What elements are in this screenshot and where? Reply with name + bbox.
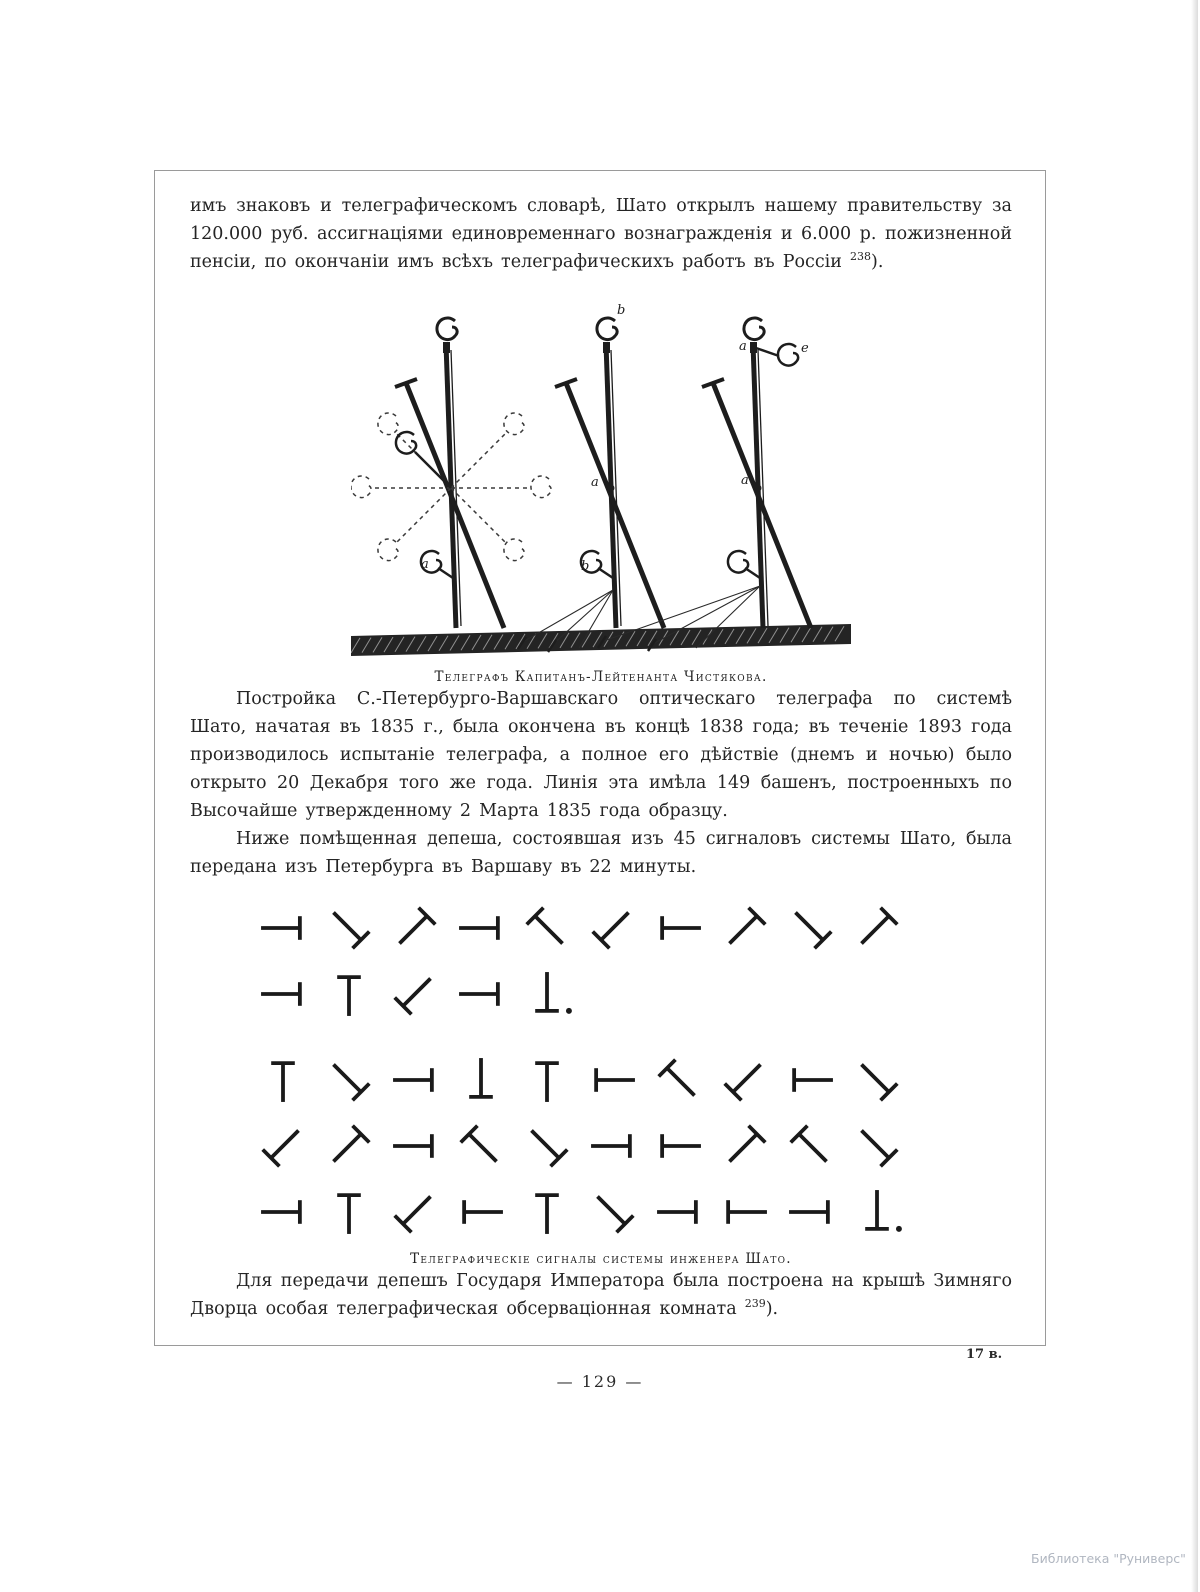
telegraph-signal xyxy=(652,1053,706,1107)
paragraph-winter-palace-text: Для передачи депешъ Государя Императора была построена на крышѣ Зимняго Дворца особая телеграфическая обсерваціонная комната xyxy=(190,1271,1012,1319)
footnote-ref-239-close: ). xyxy=(765,1299,779,1319)
telegraph-signal xyxy=(322,1053,376,1107)
right-tower-top-arm xyxy=(756,344,798,366)
telegraph-signal xyxy=(454,967,508,1021)
telegraph-signal xyxy=(322,1119,376,1173)
paragraph-winter-palace xyxy=(190,1267,1012,1323)
telegraph-signal xyxy=(850,1185,904,1239)
signal-row xyxy=(256,1185,1012,1239)
paragraph-intro-text: имъ знаковъ и телеграфическомъ словарѣ, Шато открылъ нашему правительству за 120.000 руб. ассигнаціями единовременнаго вознагражденія и 6.000 р. пожизненной пенсіи, по окончаніи имъ всѣхъ телеграфическихъ работъ въ Россіи xyxy=(190,196,1012,272)
telegraph-apparatus-illustration xyxy=(351,298,851,663)
telegraph-signal xyxy=(718,1119,772,1173)
label-e-right-top: e xyxy=(801,341,809,356)
telegraph-signal xyxy=(388,901,442,955)
telegraph-signal xyxy=(454,1185,508,1239)
paragraph-construction: Постройка С.-Петербурго-Варшавскаго оптическаго телеграфа по системѣ Шато, начатая въ 1835 г., была окончена въ концѣ 1838 года; въ теченіе 1893 года производилось испытаніе телеграфа, а полное его дѣйствіе (днемъ и ночью) было открыто 20 Декабря того же года. Линія эта имѣла 149 башенъ, построенныхъ по Высочайше утвержденному 2 Марта 1835 года образцу. xyxy=(190,689,1012,821)
telegraph-signal xyxy=(256,1053,310,1107)
page-content xyxy=(190,192,1012,1323)
telegraph-signal xyxy=(652,1185,706,1239)
ground xyxy=(351,624,851,656)
figure2-caption: Телеграфическіе сигналы системы инженера Шато. xyxy=(410,1251,792,1267)
label-a-mid: a xyxy=(591,475,599,490)
telegraph-signal xyxy=(520,967,574,1021)
telegraph-signal xyxy=(256,1119,310,1173)
telegraph-signal xyxy=(520,1185,574,1239)
telegraph-signal xyxy=(520,1053,574,1107)
telegraph-signal xyxy=(454,1053,508,1107)
label-b-low: b xyxy=(581,559,590,574)
telegraph-signal xyxy=(652,901,706,955)
telegraph-apparatus-figure xyxy=(190,298,1012,685)
footnote-ref-238: 238 xyxy=(850,250,871,264)
paragraph-intro xyxy=(190,192,1012,276)
figure1-caption: Телеграфъ Капитанъ-Лейтенанта Чистякова. xyxy=(434,669,768,685)
telegraph-signal xyxy=(718,1185,772,1239)
page-number: — 129 — xyxy=(556,1372,644,1391)
telegraph-signal xyxy=(586,1119,640,1173)
label-a-right-mid: a xyxy=(741,473,749,488)
telegraph-signal xyxy=(388,967,442,1021)
telegraph-signal xyxy=(454,901,508,955)
telegraph-signal xyxy=(388,1053,442,1107)
telegraph-signal xyxy=(388,1185,442,1239)
telegraph-signal xyxy=(718,901,772,955)
telegraph-signal xyxy=(586,1053,640,1107)
signature-mark: 17 в. xyxy=(966,1347,1003,1362)
telegraph-signal xyxy=(784,901,838,955)
telegraph-signal xyxy=(586,901,640,955)
telegraph-signal xyxy=(784,1119,838,1173)
label-b-top: b xyxy=(617,303,626,318)
label-a-left-low: a xyxy=(421,557,429,572)
signal-stop-dot xyxy=(896,1226,902,1232)
signal-row xyxy=(256,901,1012,955)
label-a-right-top: a xyxy=(739,339,747,354)
telegraph-signal xyxy=(520,901,574,955)
telegraph-signal xyxy=(850,901,904,955)
telegraph-signal xyxy=(256,901,310,955)
paragraph-dispatch: Ниже помѣщенная депеша, состоявшая изъ 45 сигналовъ системы Шато, была передана изъ Петербурга въ Варшаву въ 22 минуты. xyxy=(190,829,1012,877)
footnote-ref-239: 239 xyxy=(744,1297,766,1311)
telegraph-signal xyxy=(718,1053,772,1107)
telegraph-signal xyxy=(652,1119,706,1173)
page-edge-shadow xyxy=(1191,0,1198,1592)
telegraph-signal xyxy=(322,1185,376,1239)
signal-stop-dot xyxy=(566,1008,572,1014)
telegraph-signal xyxy=(586,1185,640,1239)
telegraph-signal xyxy=(520,1119,574,1173)
telegraph-signal xyxy=(322,967,376,1021)
telegraph-tower-middle xyxy=(555,318,664,628)
telegraph-tower-left xyxy=(395,318,504,628)
footnote-ref-238-close: ). xyxy=(871,252,884,272)
signals-figure xyxy=(256,901,1012,1239)
signal-row xyxy=(256,1119,1012,1173)
telegraph-signal xyxy=(850,1053,904,1107)
telegraph-signal xyxy=(784,1185,838,1239)
signal-row xyxy=(256,967,1012,1021)
telegraph-signal xyxy=(256,967,310,1021)
signal-row xyxy=(256,1053,1012,1107)
telegraph-signal xyxy=(454,1119,508,1173)
telegraph-signal xyxy=(322,901,376,955)
telegraph-signal xyxy=(256,1185,310,1239)
telegraph-signal xyxy=(388,1119,442,1173)
telegraph-signal xyxy=(784,1053,838,1107)
telegraph-signal xyxy=(850,1119,904,1173)
library-watermark: Библиотека "Руниверс" xyxy=(1031,1551,1186,1566)
